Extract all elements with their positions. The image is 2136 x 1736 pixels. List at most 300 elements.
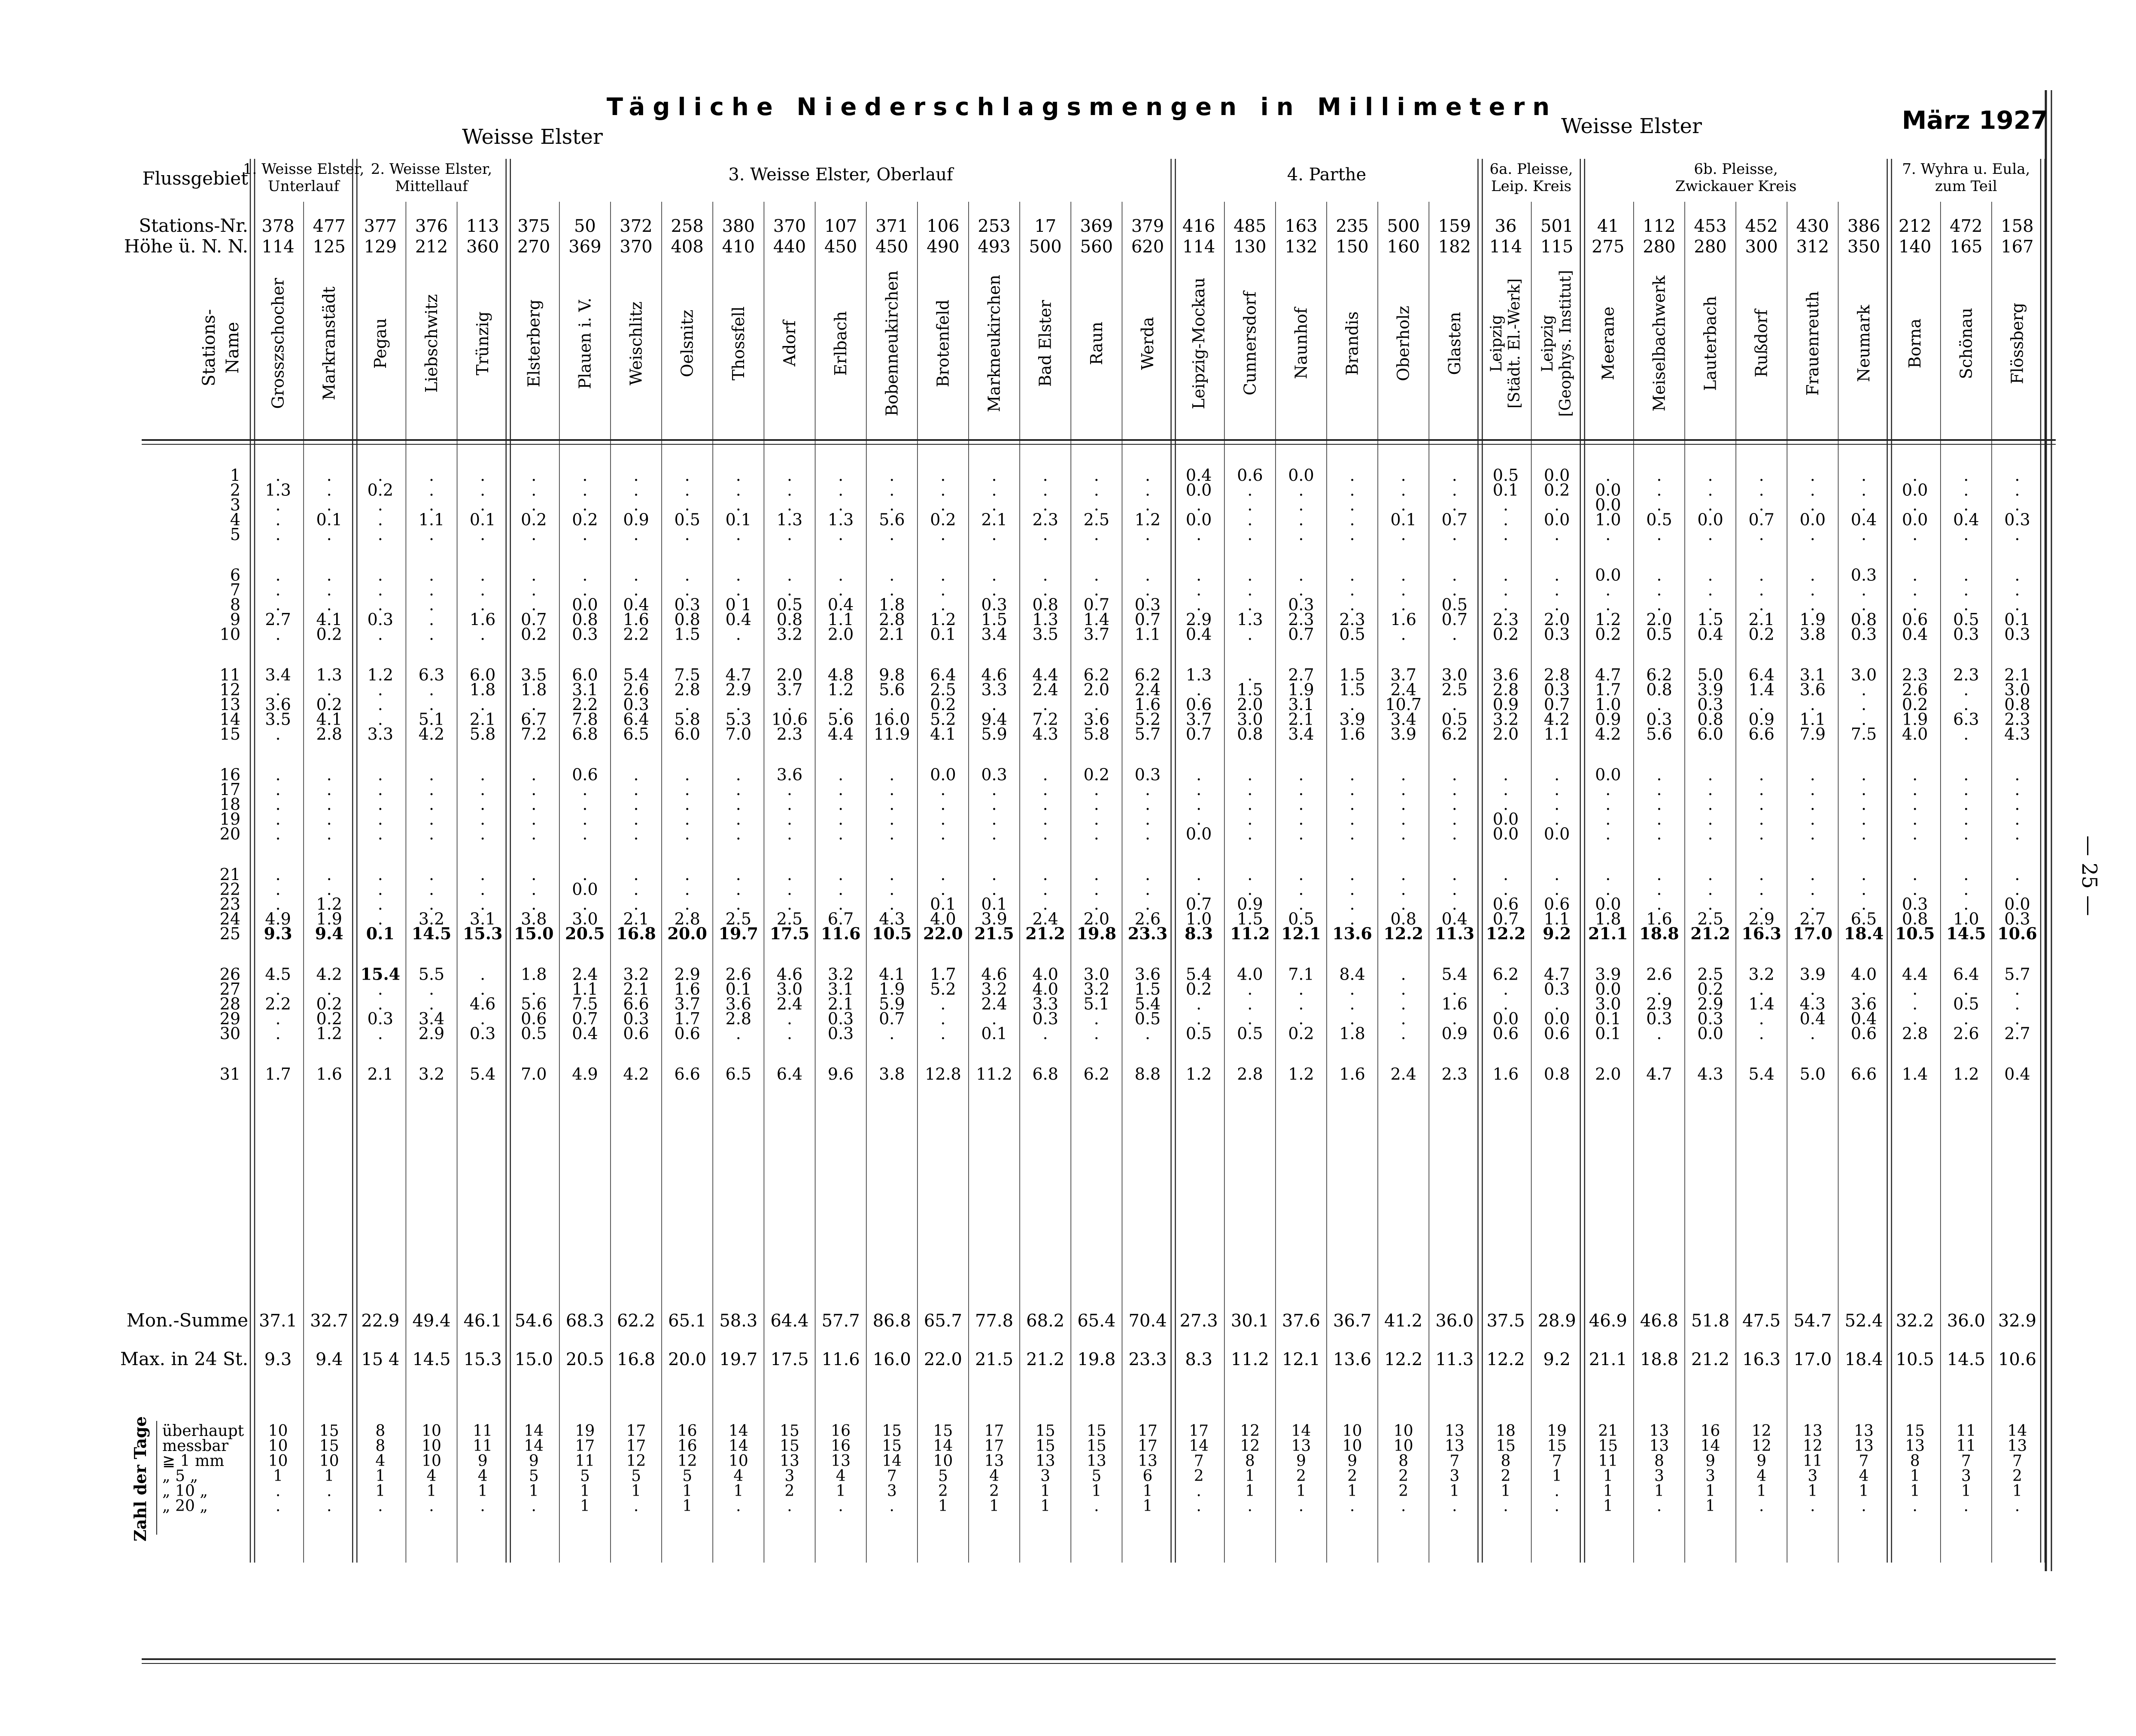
precip-value: 3.6 <box>1083 710 1110 729</box>
no-precip-dot: . <box>787 865 793 884</box>
precip-value: 0.0 <box>1697 510 1723 529</box>
precip-value: 3.0 <box>572 909 598 929</box>
precip-value: 4.6 <box>469 994 496 1014</box>
no-precip-dot: . <box>1759 495 1764 514</box>
station-height: 140 <box>1898 237 1932 257</box>
precip-value: 0.3 <box>1697 695 1723 714</box>
no-precip-dot: . <box>2014 795 2020 814</box>
no-precip-dot: . <box>1401 824 1406 844</box>
no-precip-dot: . <box>531 695 537 714</box>
day-count-value: 17 <box>626 1422 646 1440</box>
day-count-value: 8 <box>375 1437 386 1455</box>
station-height: 450 <box>824 237 857 257</box>
no-precip-dot: . <box>582 495 588 514</box>
day-count-value: 13 <box>1649 1437 1669 1455</box>
day-count-value: 15 <box>780 1422 799 1440</box>
flussgebiet-label: Flussgebiet <box>142 168 248 189</box>
no-precip-dot: . <box>480 965 486 984</box>
precip-value: 0.3 <box>1544 680 1570 699</box>
precip-value: 4.9 <box>265 909 291 929</box>
no-precip-dot: . <box>1349 580 1355 599</box>
no-precip-dot: . <box>940 810 946 829</box>
no-precip-dot: . <box>1196 680 1202 699</box>
day-count-value: 1 <box>580 1497 590 1515</box>
no-precip-dot: . <box>1656 895 1662 914</box>
no-precip-dot: . <box>1452 765 1457 784</box>
stations-nr-label: Stations-Nr. <box>139 215 248 236</box>
day-count-value: 16 <box>831 1422 851 1440</box>
no-precip-dot: . <box>1963 525 1969 544</box>
no-precip-dot: . <box>1861 795 1867 814</box>
no-precip-dot: . <box>633 580 639 599</box>
precip-value: 1.5 <box>1697 610 1723 629</box>
monthly-sum: 65.1 <box>668 1311 707 1331</box>
no-precip-dot: . <box>275 495 281 514</box>
precip-value: 0.3 <box>1850 625 1877 644</box>
no-precip-dot: . <box>2014 595 2020 614</box>
max-24h: 17.0 <box>1793 1350 1832 1369</box>
precip-value: 2.8 <box>674 680 700 699</box>
no-precip-dot: . <box>275 880 281 899</box>
precip-value: 0.1 <box>725 510 752 529</box>
no-precip-dot: . <box>377 765 383 784</box>
day-count-value: 1 <box>2012 1482 2022 1500</box>
precip-value: 2.1 <box>1288 710 1314 729</box>
no-precip-dot: . <box>582 865 588 884</box>
no-precip-dot: . <box>377 895 383 914</box>
station-nr: 235 <box>1336 216 1369 236</box>
precip-value: 6.4 <box>1748 665 1774 684</box>
precip-value: 5.8 <box>469 725 496 744</box>
day-count-value: 17 <box>984 1437 1004 1455</box>
precip-value: 3.2 <box>1748 965 1774 984</box>
no-precip-dot: . <box>889 795 895 814</box>
day-count-value: 3 <box>887 1482 897 1500</box>
day-count-value: 1 <box>682 1482 693 1500</box>
no-precip-dot: . <box>480 495 486 514</box>
no-precip-dot: . <box>889 580 895 599</box>
no-precip-dot: . <box>1861 810 1867 829</box>
no-precip-dot: . <box>1452 880 1457 899</box>
no-precip-dot: . <box>1810 895 1815 914</box>
no-precip-dot: . <box>1349 895 1355 914</box>
precip-value: 7.0 <box>521 1065 547 1083</box>
no-precip-dot: . <box>1708 824 1713 844</box>
precip-value: 0.0 <box>1288 466 1314 485</box>
precip-value: 0.8 <box>1390 909 1416 929</box>
station-height: 493 <box>978 237 1011 257</box>
no-precip-dot: . <box>531 525 537 544</box>
precip-value: 0.3 <box>1134 765 1161 784</box>
no-precip-dot: . <box>1861 466 1867 485</box>
precip-value: 0.3 <box>1134 595 1161 614</box>
precip-value: 5.1 <box>418 710 445 729</box>
precip-value: 1.1 <box>1134 625 1161 644</box>
no-precip-dot: . <box>377 680 383 699</box>
no-precip-dot: . <box>633 795 639 814</box>
no-precip-dot: . <box>1452 1497 1457 1515</box>
precip-value: 1.6 <box>1492 1065 1519 1083</box>
day-count-value: 1 <box>1705 1497 1716 1515</box>
no-precip-dot: . <box>889 466 895 485</box>
max-24h: 9.2 <box>1543 1350 1571 1369</box>
precip-value: 1.9 <box>1288 680 1314 699</box>
no-precip-dot: . <box>1503 525 1509 544</box>
day-count-value: 2 <box>2012 1467 2022 1485</box>
precip-value: 6.5 <box>623 725 649 744</box>
precip-value: 1.1 <box>1544 725 1570 744</box>
no-precip-dot: . <box>1094 1024 1099 1043</box>
day-count-value: 17 <box>1189 1422 1209 1440</box>
day-count-value: 2 <box>1347 1467 1358 1485</box>
precip-value: 4.0 <box>1902 725 1928 744</box>
precip-value: 0.3 <box>1544 980 1570 999</box>
day-count-value: 1 <box>1910 1467 1920 1485</box>
day-count-value: 19 <box>575 1422 595 1440</box>
precip-value: 0.6 <box>1492 1024 1519 1043</box>
max-24h: 21.5 <box>975 1350 1014 1369</box>
no-precip-dot: . <box>1912 880 1918 899</box>
precip-value: 0.1 <box>469 510 496 529</box>
no-precip-dot: . <box>1861 895 1867 914</box>
precip-value: 22.0 <box>923 924 963 943</box>
precip-value: 0.7 <box>1544 695 1570 714</box>
precip-value: 5.6 <box>521 994 547 1014</box>
no-precip-dot: . <box>531 895 537 914</box>
precip-value: 7.5 <box>1850 725 1877 744</box>
precip-value: 7.9 <box>1799 725 1826 744</box>
day-count-value: 2 <box>784 1482 795 1500</box>
precip-value: 0.3 <box>623 695 649 714</box>
no-precip-dot: . <box>531 795 537 814</box>
day-count-value: 10 <box>422 1437 441 1455</box>
no-precip-dot: . <box>1861 480 1867 500</box>
station-nr: 501 <box>1540 216 1574 236</box>
day-count-value: 1 <box>1603 1482 1613 1500</box>
no-precip-dot: . <box>633 765 639 784</box>
precip-value: 0.4 <box>1441 909 1468 929</box>
station-nr: 369 <box>1080 216 1113 236</box>
day-number: 30 <box>219 1024 240 1043</box>
monthly-sum: 54.6 <box>514 1311 553 1331</box>
precip-value: 2.4 <box>1390 680 1416 699</box>
day-count-value: 1 <box>1654 1482 1664 1500</box>
precip-value: 0.0 <box>1544 1009 1570 1028</box>
station-name: Weischlitz <box>626 301 646 385</box>
precip-value: 1.0 <box>1595 695 1621 714</box>
precip-value: 1.9 <box>1799 610 1826 629</box>
day-count-value: 13 <box>1291 1437 1311 1455</box>
monthly-sum: 62.2 <box>617 1311 656 1331</box>
precip-value: 0.2 <box>316 695 342 714</box>
no-precip-dot: . <box>838 765 844 784</box>
no-precip-dot: . <box>1349 510 1355 529</box>
no-precip-dot: . <box>1861 595 1867 614</box>
precip-value: 0.0 <box>572 595 598 614</box>
no-precip-dot: . <box>1503 994 1509 1014</box>
no-precip-dot: . <box>1963 795 1969 814</box>
no-precip-dot: . <box>684 565 690 585</box>
station-nr: 375 <box>517 216 550 236</box>
no-precip-dot: . <box>326 795 332 814</box>
precip-value: 3.0 <box>1083 965 1110 984</box>
no-precip-dot: . <box>377 580 383 599</box>
precip-value: 0.5 <box>1953 610 1979 629</box>
precip-value: 1.4 <box>1083 610 1110 629</box>
no-precip-dot: . <box>1196 595 1202 614</box>
precip-value: 1.7 <box>265 1065 291 1083</box>
day-count-value: 1 <box>1142 1482 1153 1500</box>
no-precip-dot: . <box>531 810 537 829</box>
precip-value: 2.0 <box>1237 695 1263 714</box>
no-precip-dot: . <box>1554 765 1560 784</box>
no-precip-dot: . <box>1810 795 1815 814</box>
no-precip-dot: . <box>633 865 639 884</box>
precip-value: 1.1 <box>418 510 445 529</box>
station-height: 360 <box>466 237 499 257</box>
no-precip-dot: . <box>1605 865 1611 884</box>
precip-value: 4.3 <box>1032 725 1058 744</box>
monthly-sum: 37.1 <box>259 1311 298 1331</box>
precip-value: 0.0 <box>1544 466 1570 485</box>
precip-value: 2.4 <box>776 994 803 1014</box>
no-precip-dot: . <box>1196 565 1202 585</box>
no-precip-dot: . <box>633 525 639 544</box>
precip-value: 0.3 <box>1697 1009 1723 1028</box>
precip-value: 1.6 <box>316 1065 342 1083</box>
day-count-value: 12 <box>1751 1437 1771 1455</box>
no-precip-dot: . <box>1145 525 1151 544</box>
day-count-value: 12 <box>1240 1422 1260 1440</box>
day-count-value: 15 <box>933 1422 953 1440</box>
precip-value: 4.3 <box>879 909 905 929</box>
no-precip-dot: . <box>736 1497 741 1515</box>
precip-value: 2.9 <box>674 965 700 984</box>
monthly-sum: 47.5 <box>1742 1311 1781 1331</box>
no-precip-dot: . <box>1503 510 1509 529</box>
precip-value: 5.3 <box>725 710 752 729</box>
no-precip-dot: . <box>735 466 741 485</box>
no-precip-dot: . <box>1401 880 1406 899</box>
station-nr: 386 <box>1847 216 1881 236</box>
no-precip-dot: . <box>2014 880 2020 899</box>
precip-value: 1.2 <box>1185 1065 1212 1083</box>
monthly-sum: 51.8 <box>1691 1311 1730 1331</box>
no-precip-dot: . <box>2014 994 2020 1014</box>
no-precip-dot: . <box>787 695 793 714</box>
precip-value: 12.8 <box>925 1065 961 1083</box>
precip-value: 7.5 <box>572 994 598 1014</box>
no-precip-dot: . <box>1298 565 1304 585</box>
max-24h: 9.4 <box>315 1350 343 1369</box>
day-count-value: 4 <box>1756 1467 1767 1485</box>
no-precip-dot: . <box>1708 565 1713 585</box>
precip-value: 3.1 <box>469 909 496 929</box>
day-count-value: 13 <box>1444 1437 1465 1455</box>
no-precip-dot: . <box>1349 595 1355 614</box>
precip-value: 3.5 <box>265 710 291 729</box>
no-precip-dot: . <box>1042 480 1048 500</box>
no-precip-dot: . <box>1503 1497 1508 1515</box>
precip-value: 1.1 <box>1799 710 1826 729</box>
day-count-value: 8 <box>1910 1452 1920 1470</box>
day-number: 1 <box>230 466 240 485</box>
precip-value: 2.3 <box>1953 665 1979 684</box>
no-precip-dot: . <box>1349 466 1355 485</box>
day-count-value: 7 <box>2012 1452 2022 1470</box>
precip-value: 5.4 <box>469 1065 496 1083</box>
no-precip-dot: . <box>377 565 383 585</box>
precip-value: 1.3 <box>1237 610 1263 629</box>
precip-value: 2.6 <box>623 680 649 699</box>
no-precip-dot: . <box>787 525 793 544</box>
precip-value: 2.1 <box>623 909 649 929</box>
precip-value: 0.4 <box>725 610 752 629</box>
day-count-value: 1 <box>477 1482 488 1500</box>
precip-value: 6.6 <box>674 1065 700 1083</box>
precip-value: 3.1 <box>827 980 854 999</box>
no-precip-dot: . <box>1861 780 1867 799</box>
precip-value: 6.2 <box>1441 725 1468 744</box>
no-precip-dot: . <box>1401 525 1406 544</box>
precip-value: 7.2 <box>1032 710 1058 729</box>
precip-value: 3.2 <box>1083 980 1110 999</box>
no-precip-dot: . <box>1247 525 1253 544</box>
day-count-value: 12 <box>1802 1437 1823 1455</box>
no-precip-dot: . <box>1656 595 1662 614</box>
station-name: Werda <box>1138 317 1157 370</box>
precip-value: 3.8 <box>1799 625 1826 644</box>
precip-value: 9.4 <box>315 924 343 943</box>
no-precip-dot: . <box>1810 565 1815 585</box>
no-precip-dot: . <box>531 824 537 844</box>
precip-value: 3.0 <box>1595 994 1621 1014</box>
no-precip-dot: . <box>633 780 639 799</box>
no-precip-dot: . <box>1401 980 1406 999</box>
no-precip-dot: . <box>326 780 332 799</box>
no-precip-dot: . <box>480 480 486 500</box>
no-precip-dot: . <box>735 565 741 585</box>
no-precip-dot: . <box>633 895 639 914</box>
precip-value: 0.8 <box>776 610 803 629</box>
precip-value: 0.0 <box>1595 565 1621 585</box>
no-precip-dot: . <box>275 725 281 744</box>
no-precip-dot: . <box>428 895 434 914</box>
precip-value: 3.2 <box>1492 710 1519 729</box>
no-precip-dot: . <box>480 695 486 714</box>
station-height: 114 <box>261 237 295 257</box>
precip-value: 2.9 <box>1697 994 1723 1014</box>
no-precip-dot: . <box>991 495 997 514</box>
no-precip-dot: . <box>377 625 383 644</box>
precip-value: 1.2 <box>316 895 342 914</box>
precip-value: 7.5 <box>674 665 700 684</box>
day-count-value: 16 <box>677 1437 697 1455</box>
precip-value: 0.4 <box>623 595 649 614</box>
precip-value: 3.7 <box>1390 665 1416 684</box>
no-precip-dot: . <box>1401 565 1406 585</box>
precip-value: 4.7 <box>1595 665 1621 684</box>
day-number: 2 <box>230 480 240 500</box>
no-precip-dot: . <box>428 880 434 899</box>
no-precip-dot: . <box>480 1497 485 1515</box>
no-precip-dot: . <box>275 1497 281 1515</box>
station-height: 350 <box>1847 237 1881 257</box>
day-count-value: 7 <box>1449 1452 1460 1470</box>
no-precip-dot: . <box>582 525 588 544</box>
precip-value: 5.2 <box>930 710 956 729</box>
precip-value: 0.5 <box>776 595 803 614</box>
no-precip-dot: . <box>582 824 588 844</box>
day-count-value: 5 <box>529 1467 539 1485</box>
precip-value: 0.0 <box>1492 810 1519 829</box>
precip-value: 0.0 <box>1544 824 1570 844</box>
no-precip-dot: . <box>275 810 281 829</box>
precip-value: 0.6 <box>1850 1024 1877 1043</box>
precip-value: 1.3 <box>1032 610 1058 629</box>
day-count-value: 3 <box>1808 1467 1818 1485</box>
precip-value: 9.8 <box>879 665 905 684</box>
precip-value: 0.0 <box>1492 1009 1519 1028</box>
basin-label-sub: zum Teil <box>1935 178 1997 195</box>
no-precip-dot: . <box>1708 765 1713 784</box>
station-name: Erlbach <box>831 311 851 376</box>
no-precip-dot: . <box>1810 695 1815 714</box>
precip-value: 0.0 <box>1544 510 1570 529</box>
max-24h: 15 4 <box>361 1350 400 1369</box>
basin-label: 4. Parthe <box>1287 165 1367 185</box>
basin-label-sub: Unterlauf <box>268 178 340 195</box>
day-number: 22 <box>219 880 240 899</box>
precip-value: 0.4 <box>2004 1065 2030 1083</box>
precip-value: 1.4 <box>1902 1065 1928 1083</box>
no-precip-dot: . <box>480 1009 486 1028</box>
table-title: Tägliche Niederschlagsmengen in Millimetern <box>606 93 1558 121</box>
precip-value: 0.0 <box>1595 495 1621 514</box>
no-precip-dot: . <box>1247 595 1253 614</box>
no-precip-dot: . <box>1298 1009 1304 1028</box>
precip-value: 6.0 <box>572 665 598 684</box>
station-height: 275 <box>1592 237 1625 257</box>
precip-value: 0.4 <box>1850 510 1877 529</box>
precip-value: 0.3 <box>1032 1009 1058 1028</box>
day-count-value: 19 <box>1547 1422 1567 1440</box>
no-precip-dot: . <box>2014 480 2020 500</box>
precip-value: 0.1 <box>1595 1009 1621 1028</box>
precip-value: 1.2 <box>930 610 956 629</box>
no-precip-dot: . <box>1759 765 1764 784</box>
no-precip-dot: . <box>889 865 895 884</box>
precip-value: 2.7 <box>1799 909 1826 929</box>
station-height: 280 <box>1643 237 1676 257</box>
day-count-value: 1 <box>1910 1482 1920 1500</box>
day-count-value: 13 <box>1854 1422 1874 1440</box>
no-precip-dot: . <box>1759 980 1764 999</box>
day-number: 16 <box>219 765 240 784</box>
no-precip-dot: . <box>1094 695 1099 714</box>
no-precip-dot: . <box>940 994 946 1014</box>
precip-value: 2.0 <box>1646 610 1672 629</box>
no-precip-dot: . <box>326 880 332 899</box>
precip-value: 2.3 <box>1902 665 1928 684</box>
no-precip-dot: . <box>838 565 844 585</box>
station-name-sub: [Geophys. Institut] <box>1557 270 1575 417</box>
no-precip-dot: . <box>1503 595 1509 614</box>
station-height: 280 <box>1694 237 1727 257</box>
station-height: 129 <box>364 237 397 257</box>
no-precip-dot: . <box>940 1024 946 1043</box>
no-precip-dot: . <box>1401 765 1406 784</box>
